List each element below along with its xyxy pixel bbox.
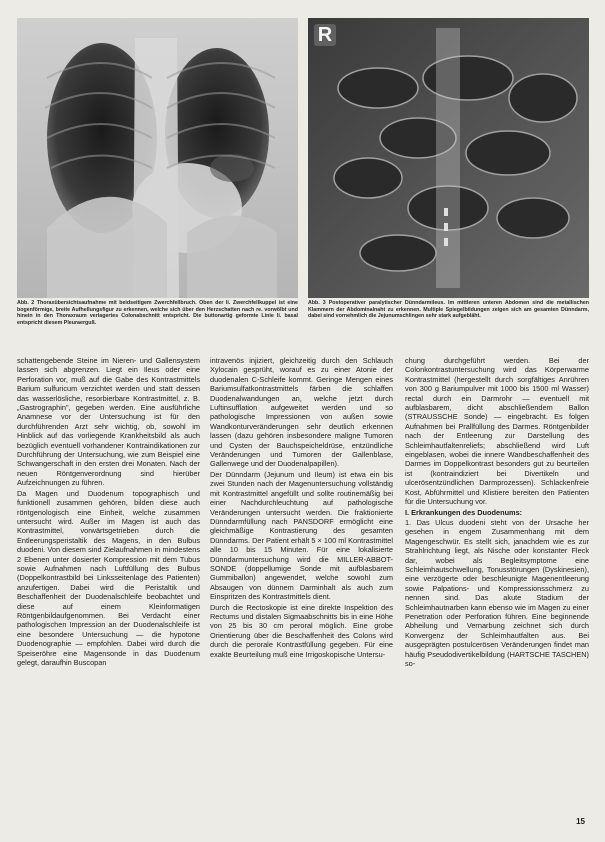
abdomen-xray-image (308, 18, 589, 298)
text-column-1 (17, 356, 200, 826)
figure-abdomen-xray (308, 18, 589, 298)
text-column-2 (210, 356, 393, 826)
page-number: 15 (576, 817, 585, 826)
figure-2-caption: Abb. 3 Postoperativer paralytischer Dünndarmileus. Im mittleren unteren Abdomen sind die metallischen Klammern der Abdominalnaht zu erkennen. Multiple Spiegelbildungen zeigen sich am gesamten Dünndarm, dabei sind vornehmlich die Jejunumschlingen sehr stark aufgebläht. (308, 300, 589, 320)
section-heading: I. Erkrankungen des Duodenums: (405, 507, 523, 517)
paragraph: Da Magen und Duodenum topographisch und funktionell zusammen gehören, bilden diese auch röntgenologisch eine Einheit, welche zusammen untersucht wird. Außer im Magen ist auch das Kontrastmittel, vorwärtsgetrieben durch die Entleerungsperistaltik des Magens, in den Bulbus duodeni. Von diesem sind Zielaufnahmen in mindestens 2 Ebenen unter dosierter Kompression mit dem Tubus sowie Aufnahmen nach Luftfüllung des Bulbus (Doppelkontrastbild bei Linksseitenlage des Patienten) anzufertigen. Dabei wird die Peristaltik und Beschaffenheit der Duodenalschleife beobachtet und diese auf einem Kleinformatigen Röntgenbildaufgenommen. Bei Verdacht einer pathologischen Impression an der Duodenalschleife ist eine besondere Untersuchung — die hypotone Duodenographie — empfohlen. Dabei wird durch die Speiseröhre eine Magensonde in das Duodenum gelegt, daraufhin Buscopan (17, 488, 200, 667)
chest-xray-image (17, 18, 298, 298)
figure-chest-xray (17, 18, 298, 298)
paragraph: intravenös injiziert, gleichzeitig durch den Schlauch Xylocain gesprüht, worauf es zu einer Atonie der duodenalen C-Schleife kommt. Geringe Mengen eines Bariumsulfatkontrastmittels färben die schlaffen Duodenalwandungen an, welche jetzt durch Luftinsufflation aufgeweitet werden und so pathologische Impressionen von außen sowie Wandkonturveränderungen sehr deutlich erkennen lassen (dazu gehören insbesondere maligne Tumoren und Cysten der Bauchspeicheldrüse, entzündliche Veränderungen und Tumoren der Gallenblase, Gallenwege und der Duodenalpapillen). (210, 356, 393, 469)
paragraph: Durch die Rectoskopie ist eine direkte Inspektion des Rectums und distalen Sigmaabschnitts bis in eine Höhe von 25 bis 30 cm peroral möglich. Eine grobe Orientierung über die Beschaffenheit des Colons wird durch die perorale Kontrastfüllung gegeben. Für eine exakte Beurteilung muß eine Irrigoskopische Untersu- (210, 602, 393, 659)
text-column-3 (405, 356, 589, 826)
figure-1-caption: Abb. 2 Thoraxübersichtsaufnahme mit beidseitigem Zwerchfellbruch. Oben der li. Zwerchfellkuppel ist eine bogenförmige, breite Aufhellungsfigur zu erkennen, welche sich über den Herzschatten nach re. vorwölbt und hinein in den Thoraxraum verlagertes Colonabschnitt entspricht. Die buttonartig geformte Linie li. basal entspricht diesem Pleuraerguß. (17, 300, 298, 326)
paragraph: 1. Das Ulcus duodeni steht von der Ursache her gesehen in engem Zusammenhang mit dem Magengeschwür. Es stellt sich, janachdem wie es zur Strahlrichtung liegt, als Nische oder konstanter Fleck dar, wobei als Begleitsymptome eine Schleimhautschwellung, Tonusstörungen (Dyskinesien), eine verzögerte oder beschleunigte Magenentleerung sowie Palpations- und Kompressionsschmerz zu nennen sind. Das akute Stadium der Schleimhautnarben kann ebenso wie im Magen zu einer Penetration oder Perforation führen. Eine beginnende Abheilung und Vernarbung zeichnet sich durch Konvergenz der Schleimhautfalten aus. Bei ausgeprägten postulcerösen Veränderungen findet man häufig Pseudodivertikelbildung (HARTSCHE TASCHEN) so- (405, 517, 589, 668)
paragraph: Der Dünndarm (Jejunum und Ileum) ist etwa ein bis zwei Stunden nach der Magenuntersuchung vollständig mit Kontrastmittel angefüllt und sollte routinemäßig bei einer Nachdurchleuchtung auf pathologische Veränderungen untersucht werden. Die fraktionierte Dünndarmfüllung nach PANSDORF ermöglicht eine gleichmäßige Kontrastierung des gesamten Dünndarms. Der Patient erhält 5 × 100 ml Kontrastmittel alle 10 bis 15 Minuten. Für eine lokalisierte Dünndarmuntersuchung wird die MILLER-ABBOT-SONDE (doppellumige Sonde mit aufblasbarem Gummiballon) angewendet, welche sowohl zum Absaugen von dünnem Darminhalt als auch zum Einspritzen des Kontrastmittels dient. (210, 469, 393, 602)
paragraph: chung durchgeführt werden. Bei der Colonkontrastuntersuchung wird das Körperwarme Kontrastmittel (hergestellt durch sorgfältiges Anrühren von 300 g Bariumpulver mit 1000 bis 1500 ml Wasser) rectal durch ein Darmrohr — eventuell mit aufblasbarem, dicht abschließendem Ballon (STRAUSSCHE Sonde) — eingebracht. Es folgen Aufnahmen bei Prallfüllung des Darmes. Röntgenbilder nach der Entleerung zur Darstellung des Schleimhautfaltenreliefs; abschließend wird Luft eingeblasen, wobei die innere Wandbeschaffenheit des Darmes im Doppelkontrast besonders gut zu beurteilen ist (kontraindiziert bei Divertikeln und ulcerösentzündlichen Darmprozessen). Schlackenfreie Kost, Abführmittel und Klistiere bereiten den Patienten für die Untersuchung vor. (405, 356, 589, 507)
paragraph: schattengebende Steine im Nieren- und Gallensystem lassen sich abgrenzen. Liegt ein Ileus oder eine Perforation vor, muß auf die Gabe des Kontrastmittels Barium sulfuricum verzichtet werden und statt dessen das wasserlösliche, resorbierbare Kontrastmittel, z. B. „Gastrographin", gegeben werden. Eine ausführliche Anamnese vor der Untersuchung ist für den durchführenden Arzt sehr wichtig, ob, sowohl im Hinblick auf das vorliegende Krankheitsbild als auch bezüglich eventuell vorhandener Kontraindikationen zur Durchführung der Untersuchung, wie zum Beispiel eine Schwangerschaft in den ersten drei Monaten. Nach der neuen Röntgenverordnung sind hierüber Aufzeichnungen zu führen. (17, 356, 200, 488)
side-marker-r: R (314, 24, 336, 46)
